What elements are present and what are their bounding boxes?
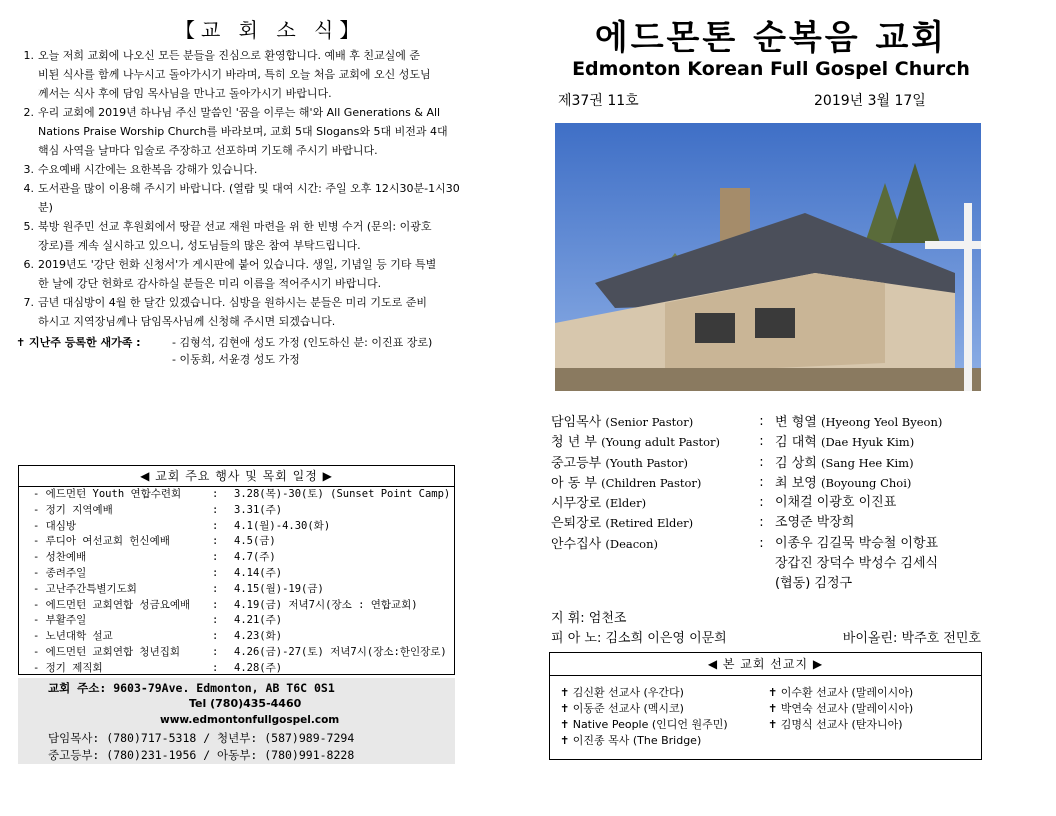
- news-item-text: 핵심 사역을 날마다 입술로 주장하고 선포하며 기도해 주시기 바랍니다.: [38, 144, 378, 157]
- staff-role-ko: 아 동 부: [551, 475, 597, 491]
- staff-name-ko: 김 상희: [775, 455, 817, 471]
- staff-role: [551, 534, 748, 554]
- staff-role-ko: 은퇴장로: [551, 516, 602, 532]
- church-building-photo: [555, 123, 981, 391]
- event-colon: :: [212, 598, 219, 611]
- news-item-text: 북방 원주민 선교 후원회에서 땅끝 선교 재원 마련을 위 한 빈병 수거 (문의: 이광호: [38, 220, 432, 233]
- staff-role: [551, 473, 748, 493]
- church-website: www.edmontonfullgospel.com: [160, 714, 340, 726]
- bulletin-date: 2019년 3월 17일: [814, 93, 926, 109]
- event-date: 4.28(주): [234, 661, 283, 674]
- event-date: 4.15(월)-19(금): [234, 582, 324, 595]
- newcomer-label: ✝ 지난주 등록한 새가족 :: [16, 336, 141, 349]
- mission-item: ✝ 이동준 선교사 (멕시코): [560, 702, 684, 715]
- contact-box: [18, 678, 455, 764]
- event-date: 4.26(금)-27(토) 저녁7시(장소:한인장로): [234, 645, 447, 658]
- staff-colon: :: [759, 515, 764, 531]
- mission-item: ✝ 김명식 선교사 (탄자니아): [768, 718, 903, 731]
- news-item-number: [16, 141, 38, 160]
- mission-item: ✝ 이진종 목사 (The Bridge): [560, 734, 702, 747]
- news-item-line: [16, 274, 472, 293]
- staff-colon: :: [759, 474, 764, 490]
- violinists: 바이올린: 박주호 전민호: [842, 631, 981, 646]
- mission-item: ✝ Native People (인디언 원주민): [560, 718, 728, 731]
- staff-role-ko: 중고등부: [551, 455, 602, 471]
- event-colon: :: [212, 519, 219, 532]
- staff-colon: :: [759, 414, 764, 429]
- news-item-text: 오늘 저희 교회에 나오신 모든 분들을 진심으로 환영합니다. 예배 후 친교실에 준: [38, 49, 420, 62]
- news-item-number: [16, 122, 38, 141]
- staff-role-en: (Youth Pastor): [605, 455, 688, 470]
- events-header: ◀ 교회 주요 행사 및 목회 일정 ▶: [19, 466, 454, 487]
- staff-name-en: (Boyoung Choi): [820, 475, 912, 490]
- newcomer-section: [16, 334, 432, 368]
- staff-colon: :: [759, 535, 764, 551]
- news-item-number: [16, 84, 38, 103]
- missions-header: ◀ 본 교회 선교지 ▶: [550, 653, 981, 676]
- event-date: 4.23(화): [234, 630, 283, 643]
- staff-row: [551, 432, 991, 452]
- mission-item: ✝ 김신환 선교사 (우간다): [560, 686, 684, 699]
- staff-name: [775, 473, 991, 493]
- missions-list: [550, 676, 981, 748]
- event-row: [33, 519, 454, 535]
- news-item-line: [16, 179, 472, 217]
- event-row: [33, 613, 454, 629]
- news-item-text: 하시고 지역장님께나 담임목사님께 신청해 주시면 되겠습니다.: [38, 315, 336, 328]
- event-colon: :: [212, 582, 219, 595]
- staff-name-ko: 이채걸 이광호 이진표: [775, 495, 897, 511]
- staff-role-en: (Elder): [605, 496, 647, 511]
- event-row: [33, 661, 454, 677]
- issue-number: 제37권 11호: [558, 93, 639, 109]
- conductor: 지 휘: 엄천조: [551, 611, 627, 626]
- event-name: - 루디아 여선교회 헌신예배: [33, 535, 170, 548]
- news-item-line: [16, 293, 472, 312]
- news-item-number: [16, 236, 38, 255]
- news-item-text: Nations Praise Worship Church를 바라보며, 교회 5대 Slogans와 5대 비전과 4대: [38, 125, 448, 138]
- staff-name-ko: 최 보영: [775, 475, 817, 491]
- news-item-text: 도서관을 많이 이용해 주시기 바랍니다. (열람 및 대여 시간: 주일 오후 12시30분-1시30분): [38, 182, 460, 214]
- newcomer-line: - 김형석, 김현애 성도 가정 (인도하신 분: 이진표 장로): [172, 336, 433, 349]
- staff-name: [775, 513, 991, 533]
- event-row: [33, 582, 454, 598]
- news-item-number: [16, 65, 38, 84]
- news-item-line: [16, 312, 472, 331]
- staff-name: [775, 534, 991, 554]
- news-item-line: [16, 217, 472, 236]
- news-item-line: [16, 122, 472, 141]
- news-item-text: 수요예배 시간에는 요한복음 강해가 있습니다.: [38, 163, 258, 176]
- event-name: - 정기 제직회: [33, 661, 103, 674]
- phone-line-1: 담임목사: (780)717-5318 / 청년부: (587)989-7294: [48, 731, 355, 745]
- staff-role: [551, 412, 748, 432]
- event-name: - 노년대학 설교: [33, 630, 113, 643]
- events-box: [18, 465, 455, 675]
- news-item-text: 장로)를 계속 실시하고 있으니, 성도님들의 많은 참여 부탁드립니다.: [38, 239, 361, 252]
- staff-name-ko: 조영준 박장희: [775, 515, 855, 531]
- news-item-text: 한 날에 강단 헌화로 감사하실 분들은 미리 이름을 적어주시기 바랍니다.: [38, 277, 382, 290]
- news-item-text: 비된 식사를 함께 나누시고 돌아가시기 바라며, 특히 오늘 처음 교회에 오신 성도님: [38, 68, 431, 81]
- event-colon: :: [212, 630, 219, 643]
- news-item-number: 6.: [23, 258, 34, 271]
- news-item-number: 5.: [23, 220, 34, 233]
- news-item-line: [16, 160, 472, 179]
- event-colon: :: [212, 614, 219, 627]
- staff-name-continued: 장갑진 장덕수 박성수 김세식: [775, 556, 939, 572]
- news-item-number: 2.: [23, 106, 34, 119]
- church-tel: Tel (780)435-4460: [189, 697, 302, 710]
- event-date: 4.19(금) 저녁7시(장소 : 연합교회): [234, 598, 418, 611]
- staff-name-continued: (협동) 김정구: [775, 576, 853, 592]
- church-name-english: Edmonton Korean Full Gospel Church: [572, 58, 970, 80]
- news-list: [16, 46, 472, 331]
- staff-colon: :: [759, 434, 764, 450]
- staff-name-ko: 이종우 김길묵 박승철 이항표: [775, 535, 939, 551]
- event-date: 3.31(주): [234, 503, 283, 516]
- staff-colon: :: [759, 454, 764, 470]
- staff-role-en: (Deacon): [605, 536, 659, 551]
- staff-role: [551, 453, 748, 473]
- event-colon: :: [212, 566, 219, 579]
- event-name: - 에드먼턴 Youth 연합수련회: [33, 488, 182, 500]
- news-item-line: [16, 84, 472, 103]
- news-title: 【교 회 소 식】: [175, 18, 366, 42]
- event-row: [33, 534, 454, 550]
- staff-role-en: (Retired Elder): [605, 516, 694, 531]
- event-row: [33, 598, 454, 614]
- event-date: 3.28(목)-30(토) (Sunset Point Camp): [234, 488, 451, 500]
- event-row: [33, 550, 454, 566]
- staff-name-en: (Hyeong Yeol Byeon): [820, 415, 943, 429]
- staff-row: [551, 493, 991, 513]
- event-colon: :: [212, 488, 219, 500]
- news-item-number: 4.: [23, 182, 34, 195]
- event-row: [33, 503, 454, 519]
- staff-row: [551, 534, 991, 554]
- news-item-text: 2019년도 '강단 헌화 신청서'가 게시판에 붙어 있습니다. 생일, 기념일 등 기타 특별: [38, 258, 437, 271]
- event-name: - 에드먼턴 교회연합 성금요예배: [33, 598, 191, 611]
- event-row: [33, 566, 454, 582]
- staff-role-en: (Young adult Pastor): [601, 435, 721, 450]
- news-item-line: [16, 65, 472, 84]
- event-colon: :: [212, 535, 219, 548]
- staff-list: [551, 412, 991, 595]
- staff-role-ko: 청 년 부: [551, 435, 597, 451]
- staff-role: [551, 493, 748, 513]
- staff-row: [551, 473, 991, 493]
- event-colon: :: [212, 551, 219, 564]
- news-item-line: [16, 46, 472, 65]
- event-colon: :: [212, 661, 219, 674]
- newcomer-line: - 이동희, 서윤경 성도 가정: [172, 353, 300, 366]
- news-item-text: 금년 대심방이 4월 한 달간 있겠습니다. 심방을 원하시는 분들은 미리 기도로 준비: [38, 296, 427, 309]
- event-date: 4.5(금): [234, 535, 276, 548]
- church-photo-illustration: [555, 123, 981, 391]
- events-list: [19, 487, 454, 677]
- staff-role-en: (Children Pastor): [601, 475, 702, 490]
- church-address: 교회 주소: 9603-79Ave. Edmonton, AB T6C 0S1: [48, 681, 335, 695]
- staff-role: [551, 432, 748, 452]
- news-item-line: [16, 236, 472, 255]
- news-item-number: [16, 312, 38, 331]
- news-item-number: [16, 274, 38, 293]
- staff-name-ko: 변 형열: [775, 415, 817, 430]
- missions-box: [549, 652, 982, 760]
- event-date: 4.1(월)-4.30(화): [234, 519, 331, 532]
- event-colon: :: [212, 503, 219, 516]
- staff-name-en: (Dae Hyuk Kim): [820, 435, 915, 450]
- musicians-row: [551, 627, 981, 646]
- event-colon: :: [212, 645, 219, 658]
- event-name: - 성찬예배: [33, 551, 87, 564]
- staff-name: [775, 432, 991, 452]
- event-row: [33, 629, 454, 645]
- staff-row: [551, 412, 991, 432]
- phone-line-2: 중고등부: (780)231-1956 / 아동부: (780)991-8228: [48, 748, 355, 762]
- staff-row: [551, 513, 991, 533]
- staff-name-en: (Sang Hee Kim): [820, 455, 914, 470]
- mission-item: ✝ 박연숙 선교사 (말레이시아): [768, 702, 914, 715]
- event-row: [33, 487, 454, 503]
- staff-role-ko: 시무장로: [551, 496, 602, 512]
- staff-role: [551, 513, 748, 533]
- news-item-text: 께서는 식사 후에 담임 목사님을 만나고 돌아가시기 바랍니다.: [38, 87, 332, 100]
- staff-role-en: (Senior Pastor): [605, 415, 694, 429]
- mission-item: ✝ 이수환 선교사 (말레이시아): [768, 686, 914, 699]
- staff-role-ko: 안수집사: [551, 536, 602, 552]
- staff-row: [551, 453, 991, 473]
- event-name: - 대심방: [33, 519, 77, 532]
- staff-name: [775, 412, 991, 432]
- event-name: - 고난주간특별기도회: [33, 582, 137, 595]
- staff-role-ko: 담임목사: [551, 415, 602, 430]
- staff-name: [775, 453, 991, 473]
- event-name: - 부활주일: [33, 614, 87, 627]
- event-date: 4.14(주): [234, 566, 283, 579]
- event-name: - 정기 지역예배: [33, 503, 113, 516]
- news-item-line: [16, 103, 472, 122]
- event-name: - 종려주일: [33, 566, 87, 579]
- news-item-number: 3.: [23, 163, 34, 176]
- staff-name: [775, 493, 991, 513]
- event-row: [33, 645, 454, 661]
- news-item-line: [16, 141, 472, 160]
- news-item-number: 1.: [23, 49, 34, 62]
- church-name-korean: 에드몬톤 순복음 교회: [594, 18, 948, 58]
- event-date: 4.21(주): [234, 614, 283, 627]
- news-item-number: 7.: [23, 296, 34, 309]
- staff-colon: :: [759, 495, 764, 511]
- event-date: 4.7(주): [234, 551, 276, 564]
- news-item-line: [16, 255, 472, 274]
- staff-name-ko: 김 대혁: [775, 435, 817, 451]
- pianists: 피 아 노: 김소희 이은영 이문희: [551, 631, 727, 646]
- news-item-text: 우리 교회에 2019년 하나님 주신 말씀인 '꿈을 이루는 해'와 All Generations & All: [38, 106, 441, 119]
- event-name: - 에드먼턴 교회연합 청년집회: [33, 645, 181, 658]
